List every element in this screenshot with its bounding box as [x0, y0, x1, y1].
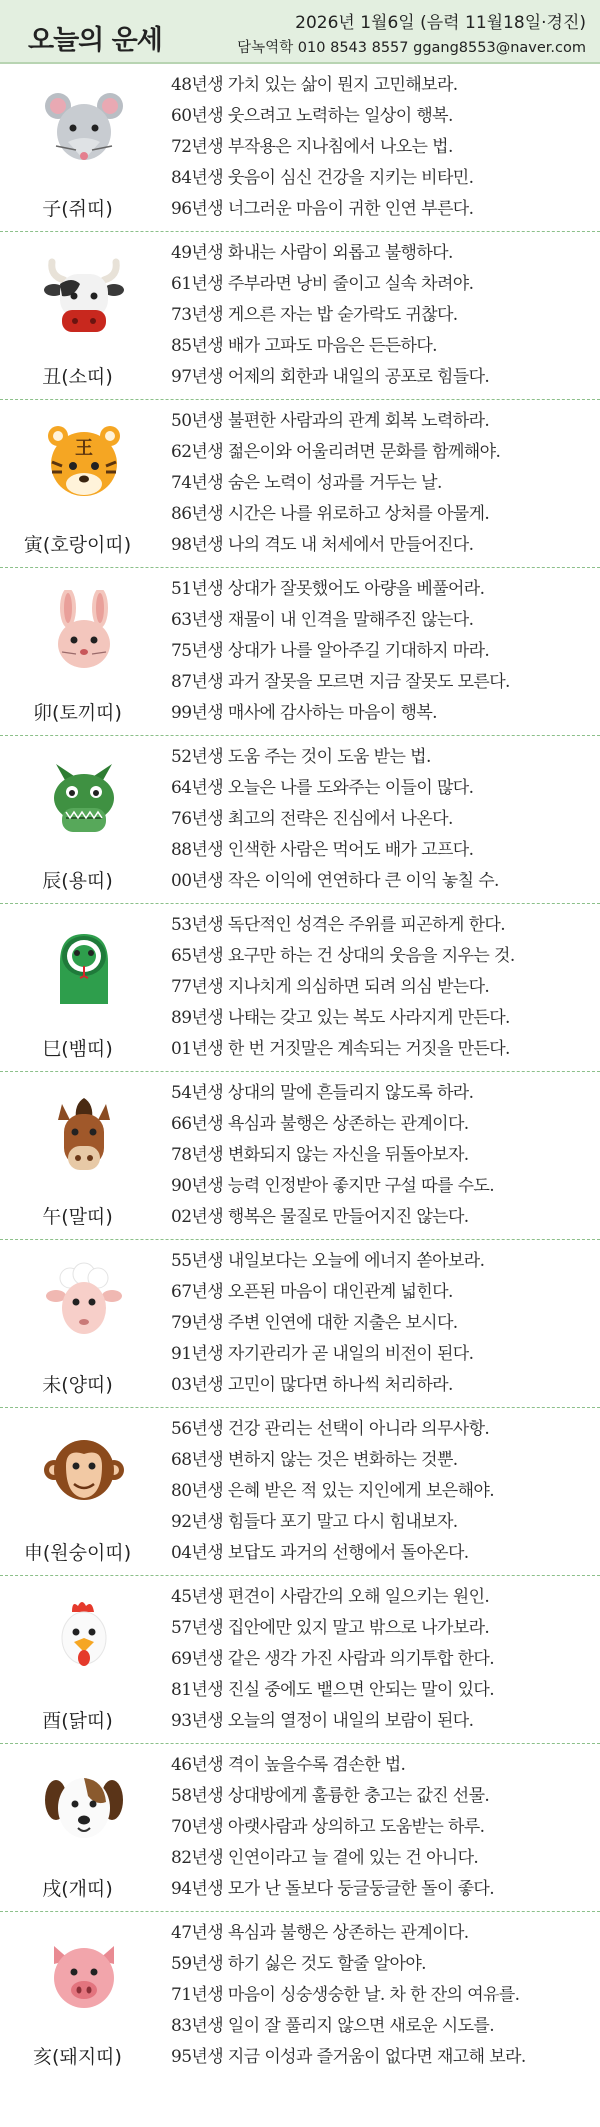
fortune-line: 56년생 건강 관리는 선택이 아니라 의무사항. [171, 1419, 490, 1439]
zodiac-row [0, 400, 600, 568]
fortune-line: 79년생 주변 인연에 대한 지출은 보시다. [171, 1313, 458, 1333]
zodiac-name: 寅(호랑이띠) [23, 534, 132, 556]
zodiac-animal [0, 1912, 155, 2080]
zodiac-animal [0, 568, 155, 736]
fortune-line: 69년생 같은 생각 가진 사람과 의기투합 한다. [171, 1649, 495, 1669]
zodiac-row [0, 1240, 600, 1408]
zodiac-name: 未(양띠) [42, 1374, 113, 1396]
fortune-line: 88년생 인색한 사람은 먹어도 배가 고프다. [171, 840, 474, 860]
fortune-line: 82년생 인연이라고 늘 곁에 있는 건 아니다. [171, 1848, 479, 1868]
fortune-line: 65년생 요구만 하는 건 상대의 웃음을 지우는 것. [171, 946, 515, 966]
fortune-line: 54년생 상대의 말에 흔들리지 않도록 하라. [171, 1083, 474, 1103]
fortune-lines [171, 238, 596, 393]
fortune-line: 86년생 시간은 나를 위로하고 상처를 아물게. [171, 504, 490, 524]
fortune-line: 51년생 상대가 잘못했어도 아량을 베풀어라. [171, 579, 485, 599]
fortune-line: 55년생 내일보다는 오늘에 에너지 쏟아보라. [171, 1251, 485, 1271]
zodiac-name: 午(말띠) [42, 1206, 113, 1228]
fortune-line: 52년생 도움 주는 것이 도움 받는 법. [171, 747, 431, 767]
fortune-line: 03년생 고민이 많다면 하나씩 처리하라. [171, 1375, 453, 1395]
fortune-line: 67년생 오픈된 마음이 대인관계 넓힌다. [171, 1282, 453, 1302]
fortune-line: 53년생 독단적인 성격은 주위를 피곤하게 한다. [171, 915, 506, 935]
fortune-line: 63년생 재물이 내 인격을 말해주진 않는다. [171, 610, 474, 630]
zodiac-animal [0, 1072, 155, 1240]
zodiac-name: 卯(토끼띠) [33, 702, 122, 724]
fortune-line: 01년생 한 번 거짓말은 계속되는 거짓을 만든다. [171, 1039, 510, 1059]
fortune-line: 62년생 젊은이와 어울리려면 문화를 함께해야. [171, 442, 501, 462]
fortune-line: 66년생 욕심과 불행은 상존하는 관계이다. [171, 1114, 469, 1134]
fortune-line: 95년생 지금 이성과 즐거움이 없다면 재고해 보라. [171, 2047, 526, 2067]
zodiac-name: 戌(개띠) [42, 1878, 113, 1900]
zodiac-animal [0, 1576, 155, 1744]
zodiac-name: 巳(뱀띠) [42, 1038, 113, 1060]
fortune-line: 91년생 자기관리가 곧 내일의 비전이 된다. [171, 1344, 474, 1364]
zodiac-row [0, 1912, 600, 2080]
fortune-line: 81년생 진실 중에도 뱉으면 안되는 말이 있다. [171, 1680, 495, 1700]
fortune-line: 57년생 집안에만 있지 말고 밖으로 나가보라. [171, 1618, 490, 1638]
fortune-line: 90년생 능력 인정받아 좋지만 구설 따를 수도. [171, 1176, 495, 1196]
fortune-line: 02년생 행복은 물질로 만들어지진 않는다. [171, 1207, 469, 1227]
fortune-lines [171, 70, 596, 225]
fortune-lines [171, 1078, 596, 1233]
fortune-line: 72년생 부작용은 지나침에서 나오는 법. [171, 137, 453, 157]
zodiac-row [0, 64, 600, 232]
zodiac-name: 子(쥐띠) [42, 198, 113, 220]
fortune-line: 76년생 최고의 전략은 진심에서 나온다. [171, 809, 453, 829]
zodiac-name: 申(원숭이띠) [23, 1542, 132, 1564]
zodiac-animal [0, 904, 155, 1072]
fortune-line: 92년생 힘들다 포기 말고 다시 힘내보자. [171, 1512, 458, 1532]
fortune-line: 59년생 하기 싫은 것도 할줄 알아야. [171, 1954, 426, 1974]
fortune-lines [171, 574, 596, 729]
zodiac-row [0, 736, 600, 904]
fortune-line: 78년생 변화되지 않는 자신을 뒤돌아보자. [171, 1145, 469, 1165]
contact-line: 담녹역학 010 8543 8557 ggang8553@naver.com [237, 40, 586, 56]
zodiac-animal [0, 1408, 155, 1576]
header [0, 0, 600, 64]
fortune-lines [171, 406, 596, 561]
zodiac-row [0, 232, 600, 400]
fortune-line: 75년생 상대가 나를 알아주길 기대하지 마라. [171, 641, 490, 661]
fortune-line: 96년생 너그러운 마음이 귀한 인연 부른다. [171, 199, 474, 219]
svg-text:王: 王 [75, 438, 93, 459]
fortune-line: 49년생 화내는 사람이 외롭고 불행하다. [171, 243, 453, 263]
fortune-line: 60년생 웃으려고 노력하는 일상이 행복. [171, 106, 453, 126]
zodiac-row [0, 1408, 600, 1576]
zodiac-row [0, 1744, 600, 1912]
date-line: 2026년 1월6일 (음력 11월18일·경진) [295, 13, 586, 33]
zodiac-name: 辰(용띠) [42, 870, 113, 892]
fortune-line: 61년생 주부라면 낭비 줄이고 실속 차려야. [171, 274, 474, 294]
fortune-line: 94년생 모가 난 돌보다 둥글둥글한 돌이 좋다. [171, 1879, 495, 1899]
zodiac-list [0, 64, 600, 2080]
fortune-line: 97년생 어제의 회한과 내일의 공포로 힘들다. [171, 367, 490, 387]
zodiac-animal [0, 736, 155, 904]
fortune-line: 84년생 웃음이 심신 건강을 지키는 비타민. [171, 168, 474, 188]
fortune-line: 89년생 나태는 갖고 있는 복도 사라지게 만든다. [171, 1008, 510, 1028]
fortune-line: 46년생 격이 높을수록 겸손한 법. [171, 1755, 406, 1775]
fortune-lines [171, 1750, 596, 1905]
zodiac-row [0, 568, 600, 736]
fortune-line: 00년생 작은 이익에 연연하다 큰 이익 놓칠 수. [171, 871, 499, 891]
fortune-line: 93년생 오늘의 열정이 내일의 보람이 된다. [171, 1711, 474, 1731]
fortune-line: 47년생 욕심과 불행은 상존하는 관계이다. [171, 1923, 469, 1943]
fortune-line: 70년생 아랫사람과 상의하고 도움받는 하루. [171, 1817, 485, 1837]
zodiac-animal [0, 232, 155, 400]
fortune-lines [171, 1918, 596, 2073]
fortune-line: 85년생 배가 고파도 마음은 든든하다. [171, 336, 437, 356]
fortune-line: 73년생 게으른 자는 밥 숟가락도 귀찮다. [171, 305, 458, 325]
zodiac-animal [0, 1240, 155, 1408]
fortune-lines [171, 910, 596, 1065]
zodiac-animal [0, 400, 155, 568]
fortune-line: 58년생 상대방에게 훌륭한 충고는 값진 선물. [171, 1786, 490, 1806]
zodiac-name: 酉(닭띠) [42, 1710, 113, 1732]
fortune-line: 83년생 일이 잘 풀리지 않으면 새로운 시도를. [171, 2016, 495, 2036]
fortune-line: 87년생 과거 잘못을 모르면 지금 잘못도 모른다. [171, 672, 510, 692]
zodiac-animal [0, 64, 155, 232]
fortune-line: 48년생 가치 있는 삶이 뭔지 고민해보라. [171, 75, 458, 95]
fortune-line: 98년생 나의 격도 내 처세에서 만들어진다. [171, 535, 474, 555]
page-title: 오늘의 운세 [28, 25, 162, 56]
fortune-line: 71년생 마음이 싱숭생숭한 날. 차 한 잔의 여유를. [171, 1985, 520, 2005]
fortune-line: 99년생 매사에 감사하는 마음이 행복. [171, 703, 437, 723]
fortune-lines [171, 1414, 596, 1569]
zodiac-row [0, 904, 600, 1072]
fortune-line: 74년생 숨은 노력이 성과를 거두는 날. [171, 473, 442, 493]
zodiac-row [0, 1072, 600, 1240]
zodiac-animal [0, 1744, 155, 1912]
fortune-lines [171, 742, 596, 897]
fortune-line: 45년생 편견이 사람간의 오해 일으키는 원인. [171, 1587, 490, 1607]
fortune-line: 77년생 지나치게 의심하면 되려 의심 받는다. [171, 977, 490, 997]
zodiac-name: 丑(소띠) [42, 366, 113, 388]
zodiac-row [0, 1576, 600, 1744]
zodiac-name: 亥(돼지띠) [33, 2046, 122, 2068]
fortune-line: 68년생 변하지 않는 것은 변화하는 것뿐. [171, 1450, 458, 1470]
fortune-lines [171, 1246, 596, 1401]
fortune-line: 64년생 오늘은 나를 도와주는 이들이 많다. [171, 778, 474, 798]
fortune-line: 80년생 은혜 받은 적 있는 지인에게 보은해야. [171, 1481, 495, 1501]
fortune-line: 04년생 보답도 과거의 선행에서 돌아온다. [171, 1543, 469, 1563]
fortune-line: 50년생 불편한 사람과의 관계 회복 노력하라. [171, 411, 490, 431]
fortune-lines [171, 1582, 596, 1737]
